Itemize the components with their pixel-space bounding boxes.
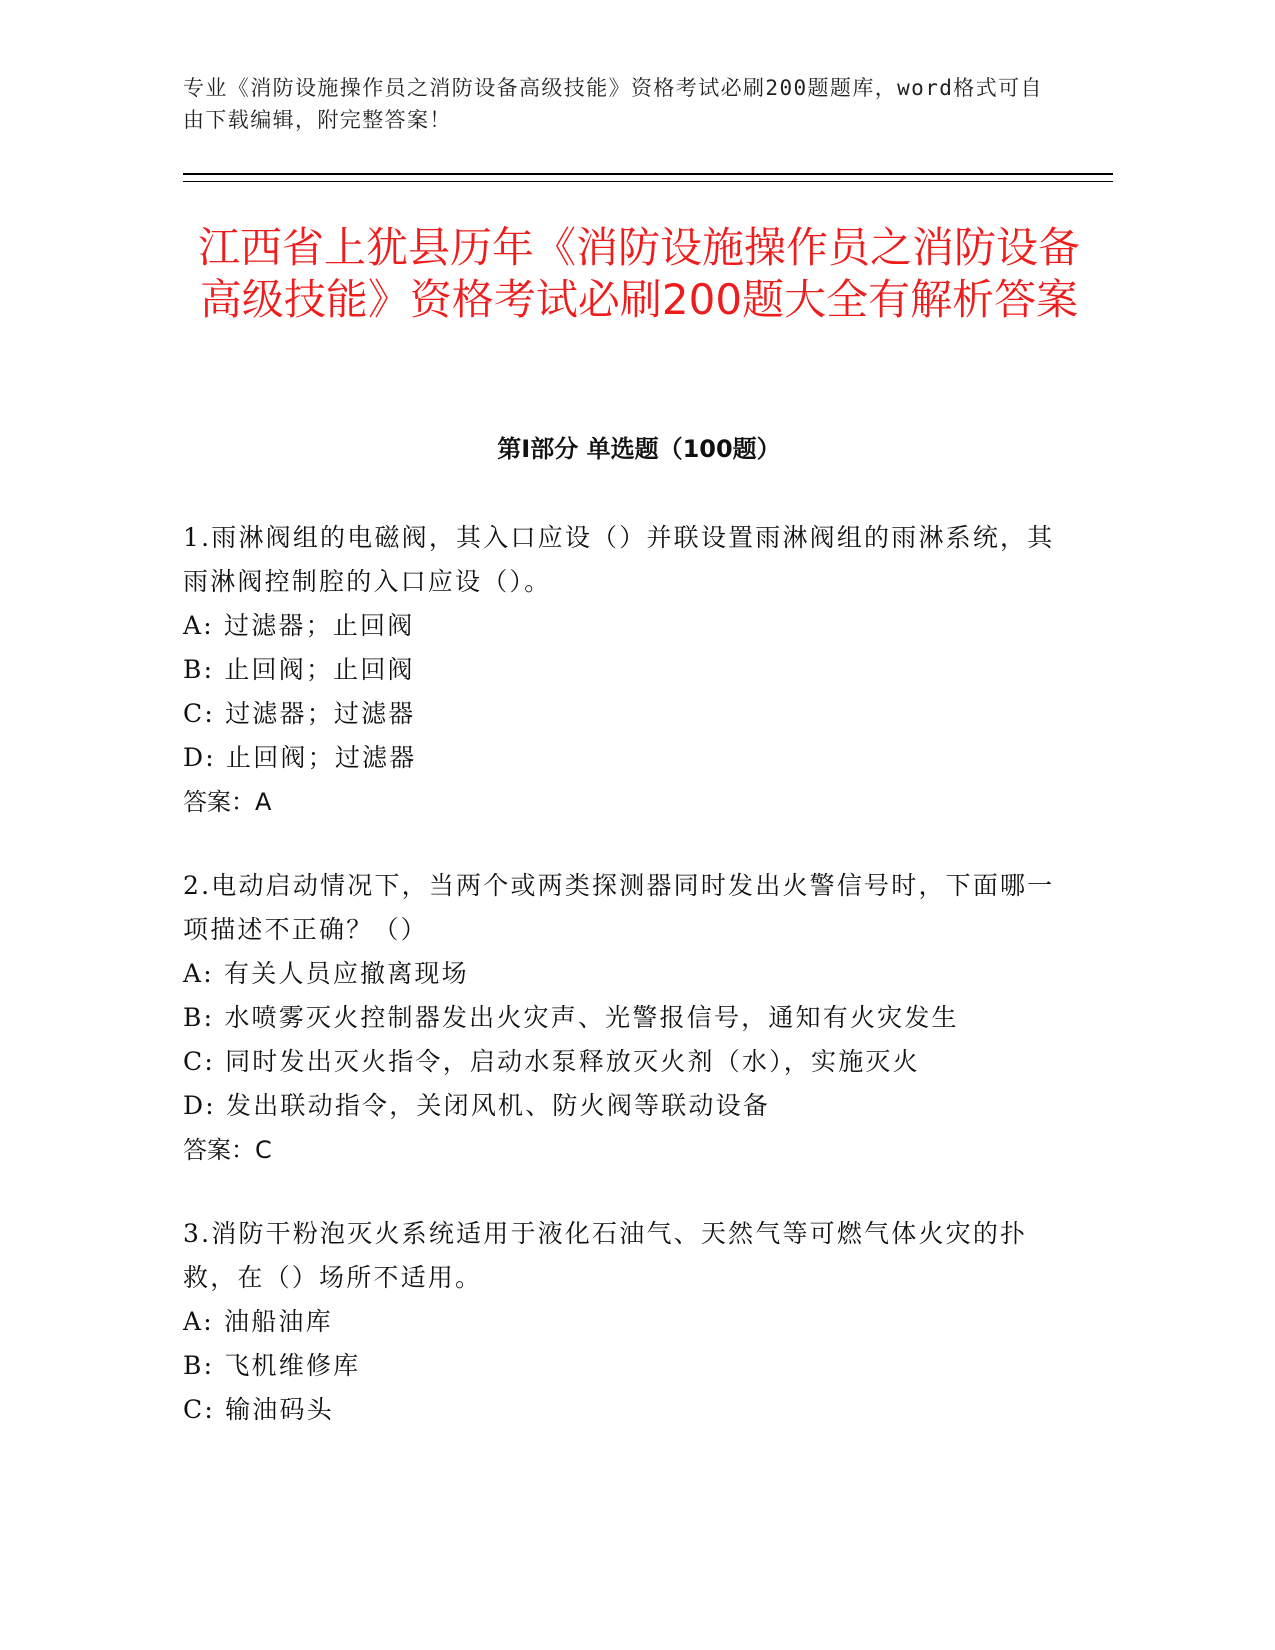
question-3 [183,1212,1063,1432]
answer-line: 答案：C [183,1136,272,1164]
question-2 [183,864,1063,1172]
option-c: C: 输油码头 [183,1395,334,1424]
section-heading: 第Ⅰ部分 单选题（100题） [497,435,781,463]
question-1 [183,516,1063,824]
option-c: C: 同时发出灭火指令，启动水泵释放灭火剂（水），实施灭火 [183,1047,920,1076]
option-c: C: 过滤器；过滤器 [183,699,416,728]
answer-line: 答案：A [183,788,272,816]
option-a: A: 油船油库 [183,1307,333,1336]
header-divider-thin [183,181,1113,182]
option-a: A: 有关人员应撤离现场 [183,959,469,988]
question-stem: 2.电动启动情况下，当两个或两类探测器同时发出火警信号时，下面哪一项描述不正确？（） [183,871,1055,944]
document-title: 江西省上犹县历年《消防设施操作员之消防设备高级技能》资格考试必刷200题大全有解析答案 [197,223,1080,324]
option-d: D: 发出联动指令，关闭风机、防火阀等联动设备 [183,1091,771,1120]
question-list [183,516,1063,1472]
option-b: B: 飞机维修库 [183,1351,361,1380]
option-b: B: 水喷雾灭火控制器发出火灾声、光警报信号，通知有火灾发生 [183,1003,959,1032]
question-stem: 3.消防干粉泡灭火系统适用于液化石油气、天然气等可燃气体火灾的扑救，在（）场所不适用。 [183,1219,1028,1292]
option-b: B: 止回阀；止回阀 [183,655,415,684]
header-divider-thick [183,173,1113,175]
question-stem: 1.雨淋阀组的电磁阀，其入口应设（）并联设置雨淋阀组的雨淋系统，其雨淋阀控制腔的入口应设（）。 [183,523,1055,596]
header-note: 专业《消防设施操作员之消防设备高级技能》资格考试必刷200题题库，word格式可自由下载编辑，附完整答案！ [183,76,1043,132]
option-d: D: 止回阀；过滤器 [183,743,417,772]
option-a: A: 过滤器；止回阀 [183,611,415,640]
